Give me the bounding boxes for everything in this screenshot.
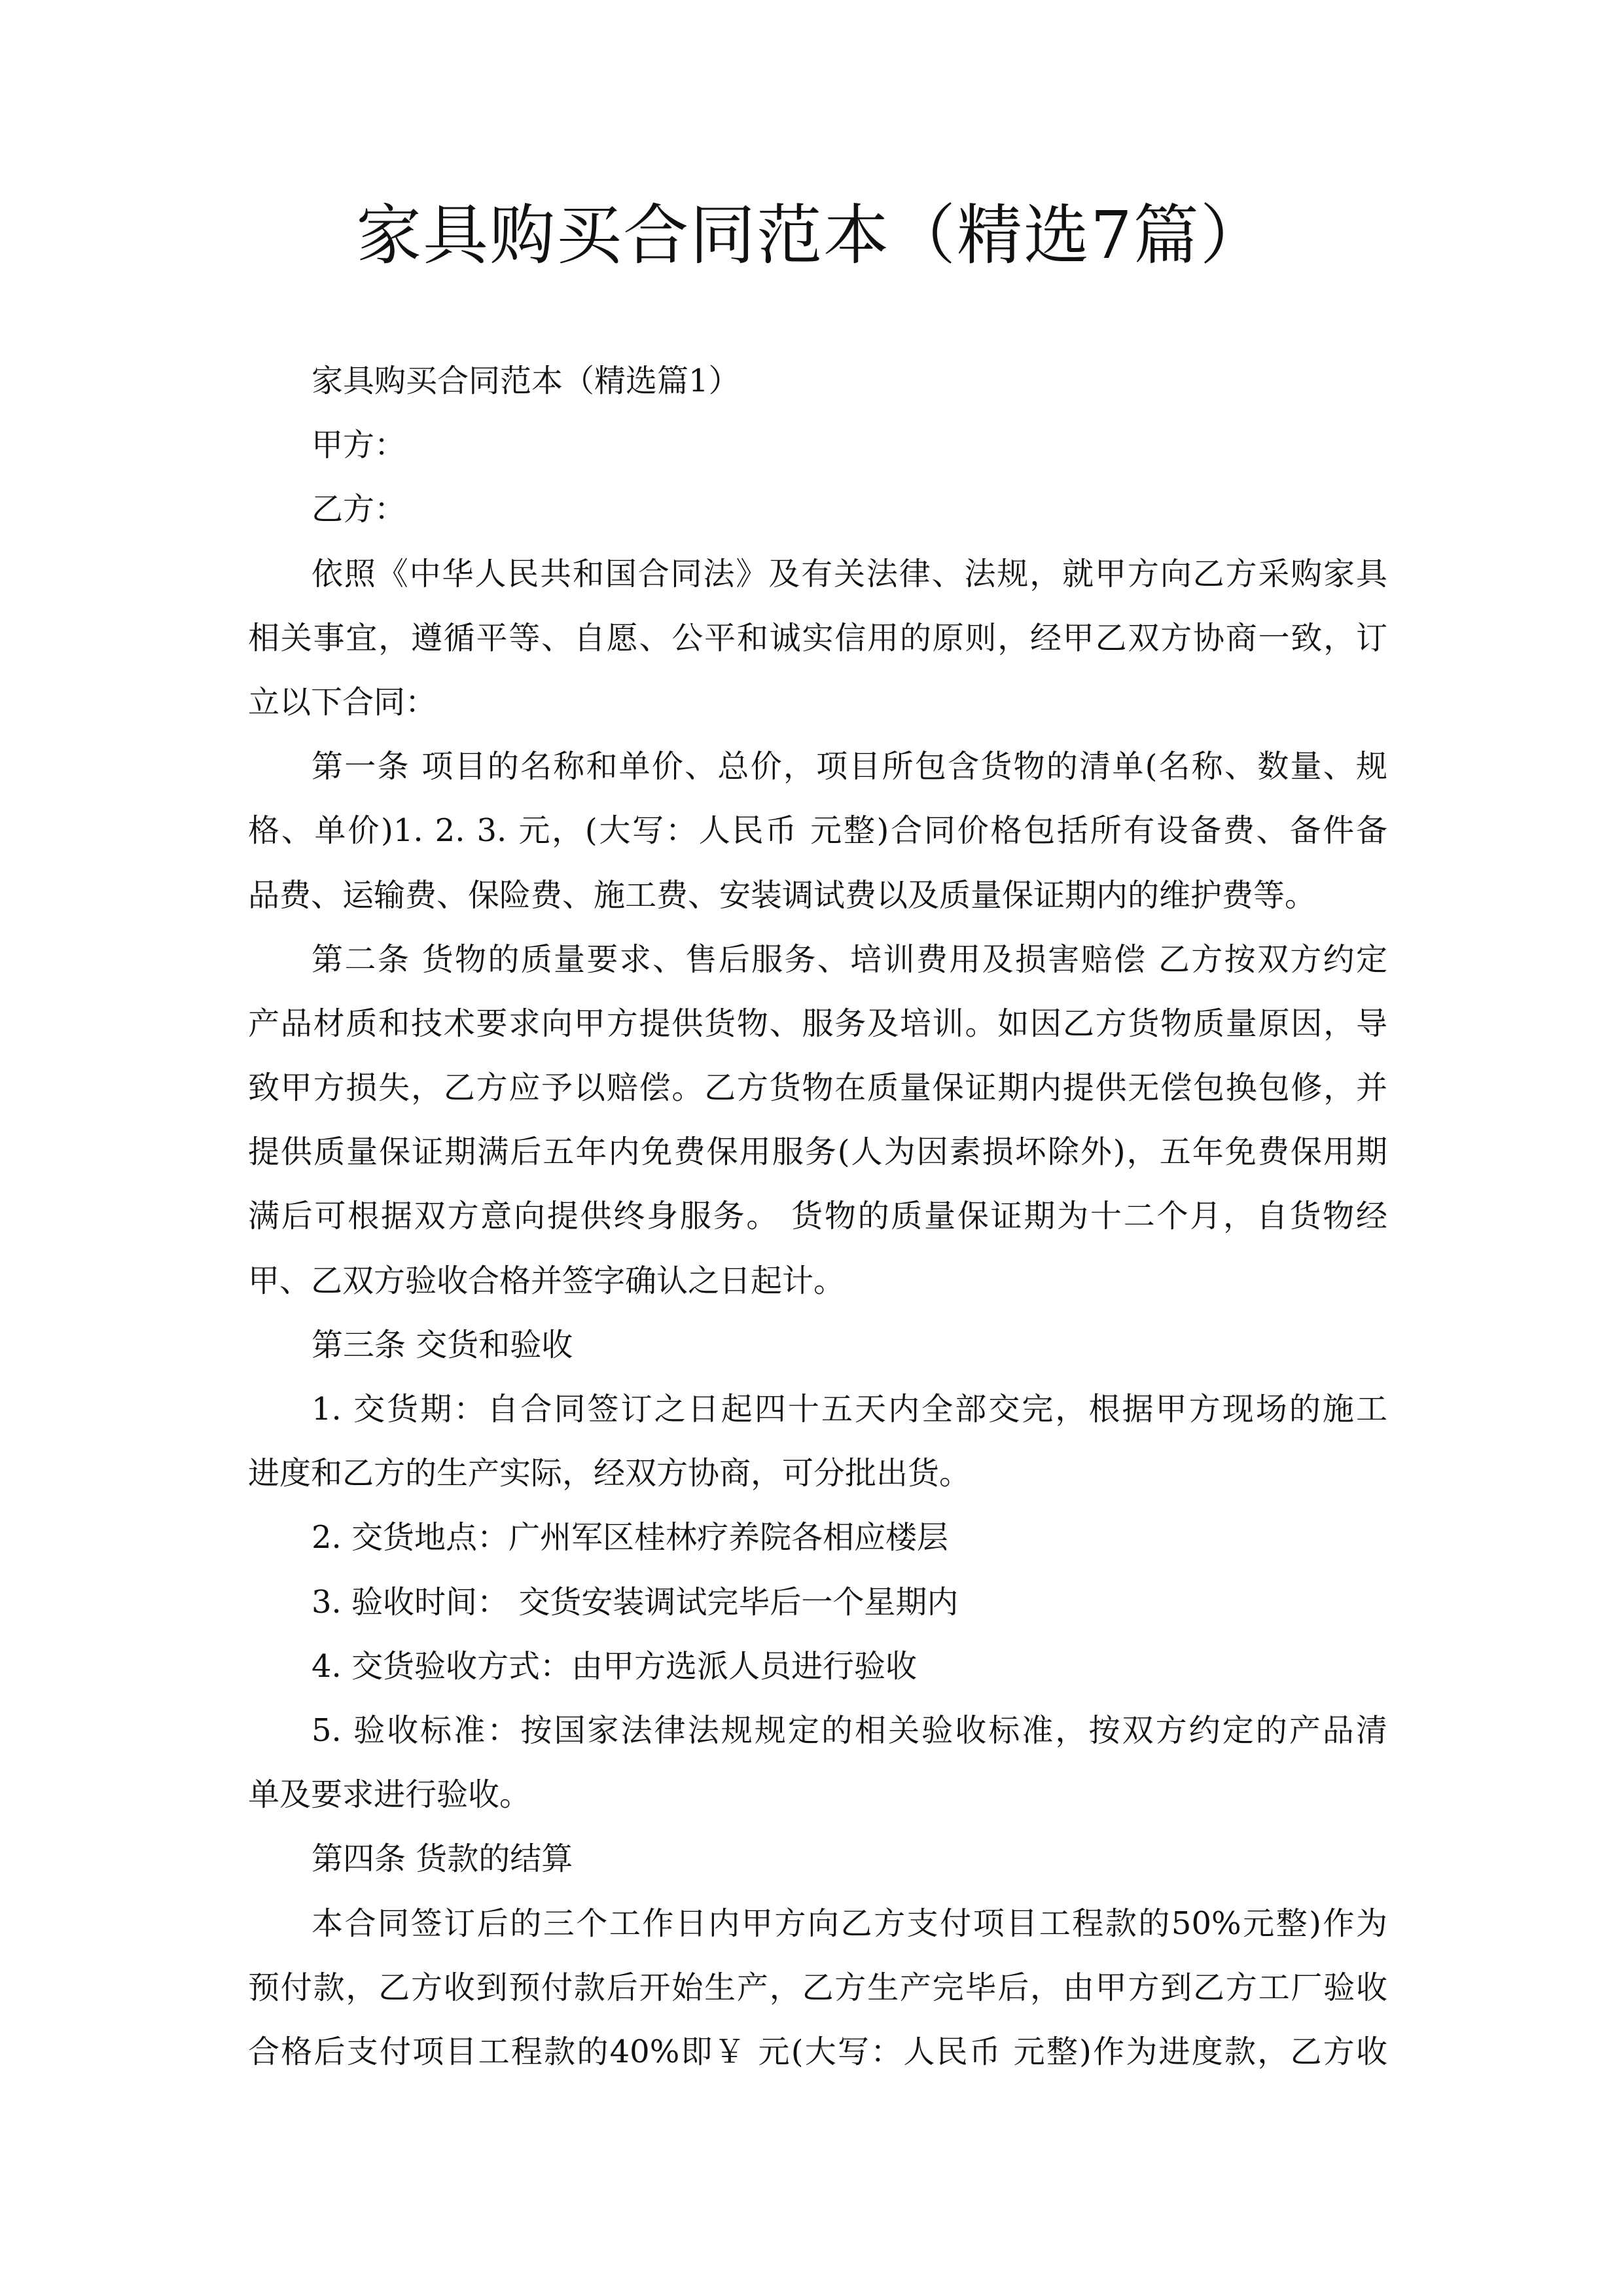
paragraph	[248, 477, 1387, 541]
text-line: 家具购买合同范本（精选篇1）	[312, 363, 740, 399]
text-line: 产品材质和技术要求向甲方提供货物、服务及培训。如因乙方货物质量原因，导	[248, 1005, 1387, 1042]
paragraph	[248, 413, 1387, 477]
text-line: 本合同签订后的三个工作日内甲方向乙方支付项目工程款的50%元整)作为	[312, 1905, 1387, 1942]
document-body	[248, 349, 1387, 2084]
paragraph	[248, 1634, 1387, 1698]
text-line: 依照《中华人民共和国合同法》及有关法律、法规，就甲方向乙方采购家具	[312, 555, 1387, 592]
paragraph	[248, 1313, 1387, 1377]
paragraph	[248, 349, 1387, 413]
text-line: 乙方：	[312, 491, 406, 528]
paragraph	[248, 927, 1387, 1313]
document-title: 家具购买合同范本（精选7篇）	[356, 197, 1267, 274]
paragraph	[248, 1377, 1387, 1505]
text-line: 进度和乙方的生产实际，经双方协商，可分批出货。	[248, 1455, 971, 1492]
paragraph	[248, 1698, 1387, 1827]
text-line: 第四条 货款的结算	[312, 1840, 573, 1878]
text-line: 相关事宜，遵循平等、自愿、公平和诚实信用的原则，经甲乙双方协商一致，订	[248, 619, 1387, 656]
text-line: 4. 交货验收方式：由甲方选派人员进行验收	[312, 1647, 918, 1685]
text-line: 致甲方损失，乙方应予以赔偿。乙方货物在质量保证期内提供无偿包换包修，并	[248, 1069, 1387, 1107]
text-line: 第二条 货物的质量要求、售后服务、培训费用及损害赔偿 乙方按双方约定	[312, 941, 1387, 978]
text-line: 甲、乙双方验收合格并签字确认之日起计。	[248, 1262, 846, 1299]
text-line: 立以下合同：	[248, 683, 437, 721]
text-line: 提供质量保证期满后五年内免费保用服务(人为因素损坏除外)，五年免费保用期	[248, 1134, 1387, 1171]
text-line: 格、单价)1. 2. 3. 元，(大写：人民币 元整)合同价格包括所有设备费、备件备	[248, 812, 1387, 850]
text-line: 满后可根据双方意向提供终身服务。 货物的质量保证期为十二个月，自货物经	[248, 1198, 1387, 1235]
paragraph	[248, 734, 1387, 927]
text-line: 1. 交货期：自合同签订之日起四十五天内全部交完，根据甲方现场的施工	[312, 1391, 1387, 1427]
text-line: 品费、运输费、保险费、施工费、安装调试费以及质量保证期内的维护费等。	[248, 876, 1317, 914]
text-line: 甲方：	[312, 427, 406, 464]
paragraph	[248, 1827, 1387, 1891]
paragraph	[248, 542, 1387, 735]
paragraph	[248, 1570, 1387, 1634]
paragraph	[248, 1892, 1387, 2085]
text-line: 预付款，乙方收到预付款后开始生产，乙方生产完毕后，由甲方到乙方工厂验收	[248, 1969, 1387, 2006]
paragraph	[248, 1505, 1387, 1570]
text-line: 第一条 项目的名称和单价、总价，项目所包含货物的清单(名称、数量、规	[312, 748, 1387, 785]
text-line: 合格后支付项目工程款的40%即￥ 元(大写：人民币 元整)作为进度款，乙方收	[248, 2033, 1387, 2070]
text-line: 3. 验收时间： 交货安装调试完毕后一个星期内	[312, 1583, 959, 1621]
text-line: 单及要求进行验收。	[248, 1776, 531, 1814]
text-line: 5. 验收标准：按国家法律法规规定的相关验收标准，按双方约定的产品清	[312, 1712, 1387, 1749]
text-line: 第三条 交货和验收	[312, 1326, 573, 1363]
text-line: 2. 交货地点：广州军区桂林疗养院各相应楼层	[312, 1519, 949, 1556]
